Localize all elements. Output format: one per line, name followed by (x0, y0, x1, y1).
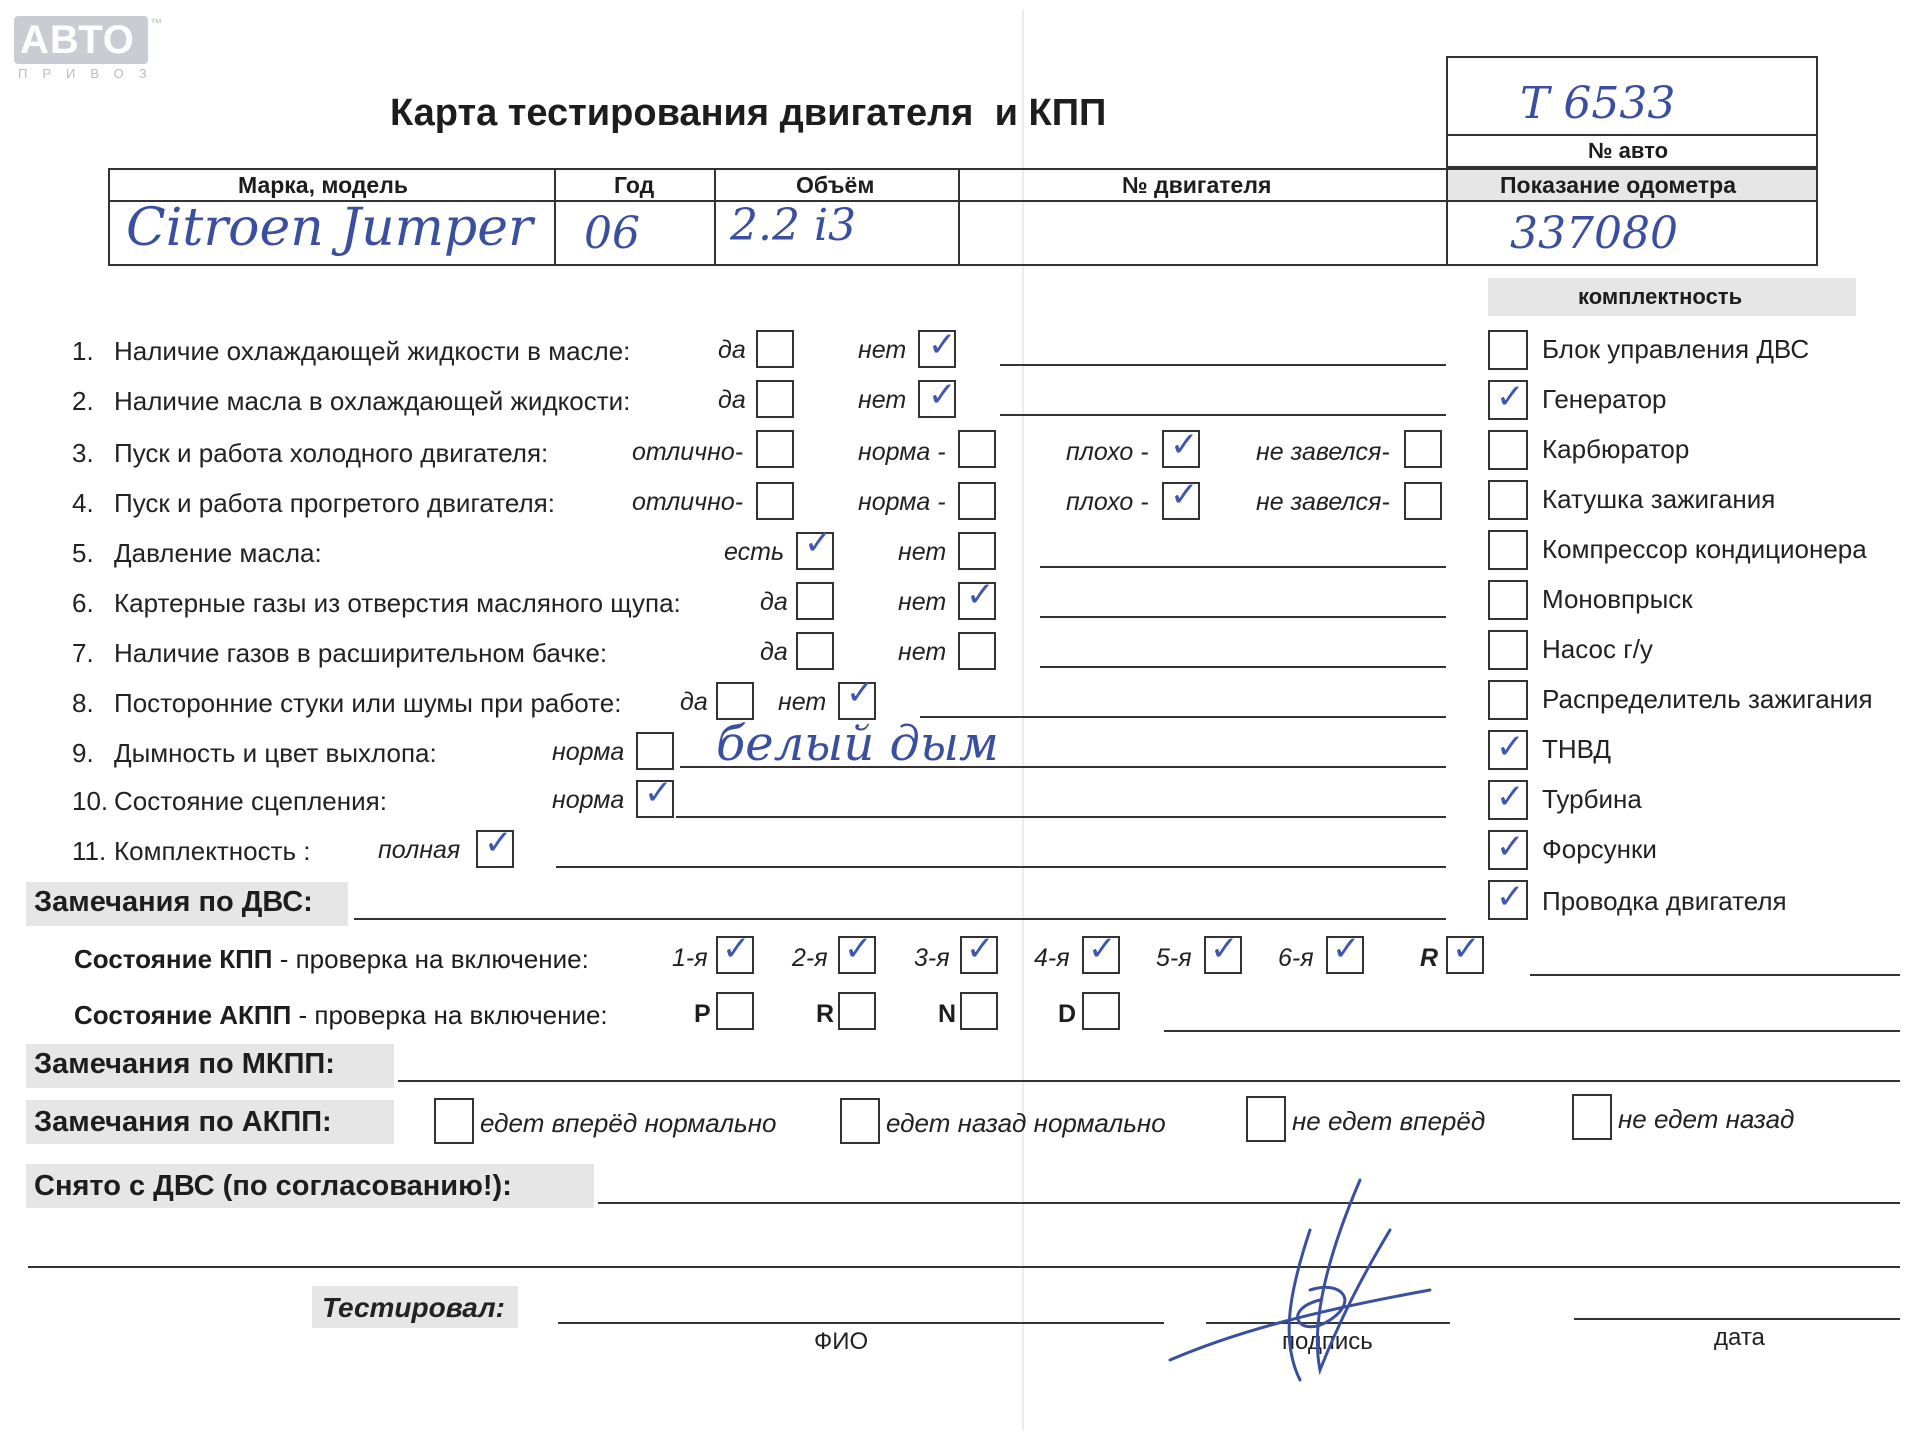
completeness-label: ТНВД (1542, 734, 1612, 764)
year-value: 06 (584, 208, 640, 259)
volume-value: 2.2 i3 (730, 200, 857, 251)
mode-label: N (938, 1000, 957, 1028)
completeness-label: Блок управления ДВС (1542, 334, 1810, 364)
removed-label: Снято с ДВС (по согласованию!): (34, 1170, 512, 1202)
completeness-label: Турбина (1542, 784, 1642, 814)
fio-label: ФИО (814, 1328, 869, 1355)
checkbox-q4-normal[interactable] (958, 482, 996, 520)
exhaust-note: белый дым (716, 716, 999, 772)
check-mark: ✓ (1332, 929, 1361, 969)
option-label: норма (552, 786, 625, 814)
completeness-label: Форсунки (1542, 834, 1657, 864)
gear-label: 2-я (792, 944, 828, 972)
gear-label: 6-я (1278, 944, 1314, 972)
mode-label: D (1058, 1000, 1077, 1028)
akpp-remarks-label: Замечания по АКПП: (34, 1106, 332, 1138)
question-text: Давление масла: (114, 538, 322, 568)
checkbox-ac-compressor[interactable] (1488, 530, 1528, 570)
completeness-label: Насос г/у (1542, 634, 1653, 664)
option-label: есть (724, 538, 785, 566)
question-number: 7. (72, 638, 94, 668)
option-label: отлично- (632, 438, 744, 466)
checkbox-reverse-ok[interactable] (840, 1098, 880, 1144)
checkbox-carburetor[interactable] (1488, 430, 1528, 470)
mode-label: P (694, 1000, 711, 1028)
option-label: норма - (858, 488, 946, 516)
engine-remarks-label: Замечания по ДВС: (34, 886, 313, 918)
option-label: да (680, 688, 708, 716)
question-text: Состояние сцепления: (114, 786, 387, 816)
checkbox-mode-r[interactable] (838, 992, 876, 1030)
completeness-label: Моновпрыск (1542, 584, 1693, 614)
checkbox-no-forward[interactable] (1246, 1096, 1286, 1142)
check-mark: ✓ (1170, 475, 1199, 515)
option-label: нет (858, 336, 907, 364)
logo (14, 16, 164, 86)
question-number: 9. (72, 738, 94, 768)
gear-label: 1-я (672, 944, 708, 972)
akpp-option-label: не едет назад (1618, 1104, 1795, 1134)
make-model-value: Citroen Jumper (126, 198, 533, 258)
completeness-label: Катушка зажигания (1542, 484, 1776, 514)
gear-label: 5-я (1156, 944, 1192, 972)
check-mark: ✓ (846, 673, 875, 713)
signature-label: подпись (1282, 1328, 1373, 1355)
checkbox-q4-no-start[interactable] (1404, 482, 1442, 520)
engine-number-header: № двигателя (1122, 172, 1272, 198)
completeness-title: комплектность (1578, 284, 1743, 309)
checkbox-q6-yes[interactable] (796, 582, 834, 620)
question-number: 6. (72, 588, 94, 618)
checkbox-q3-excellent[interactable] (756, 430, 794, 468)
question-number: 11. (72, 836, 107, 866)
check-mark: ✓ (1496, 777, 1525, 817)
check-mark: ✓ (1496, 377, 1525, 417)
checkbox-ignition-coil[interactable] (1488, 480, 1528, 520)
option-label: да (718, 336, 746, 364)
akpp-option-label: едет вперёд нормально (480, 1108, 777, 1138)
option-label: да (760, 588, 788, 616)
check-mark: ✓ (722, 929, 751, 969)
check-mark: ✓ (1170, 425, 1199, 465)
option-label: плохо - (1066, 488, 1149, 516)
checkbox-mode-n[interactable] (960, 992, 998, 1030)
question-number: 10. (72, 786, 109, 816)
option-label: нет (778, 688, 827, 716)
form-title: Карта тестирования двигателя и КПП (390, 92, 1107, 134)
completeness-label: Компрессор кондиционера (1542, 534, 1867, 564)
check-mark: ✓ (928, 375, 957, 415)
check-mark: ✓ (1496, 727, 1525, 767)
akpp-option-label: не едет вперёд (1292, 1106, 1486, 1136)
question-text: Картерные газы из отверстия масляного щупа: (114, 588, 681, 618)
option-label: нет (858, 386, 907, 414)
tested-label: Тестировал: (322, 1292, 505, 1323)
option-label: норма - (858, 438, 946, 466)
completeness-label: Генератор (1542, 384, 1667, 414)
checkbox-power-steering-pump[interactable] (1488, 630, 1528, 670)
check-mark: ✓ (966, 929, 995, 969)
question-text: Посторонние стуки или шумы при работе: (114, 688, 622, 718)
checkbox-q2-yes[interactable] (756, 380, 794, 418)
check-mark: ✓ (844, 929, 873, 969)
checkbox-q7-yes[interactable] (796, 632, 834, 670)
check-mark: ✓ (484, 823, 513, 863)
checkbox-mode-d[interactable] (1082, 992, 1120, 1030)
option-label: да (760, 638, 788, 666)
kpp-label-rest: - проверка на включение: (272, 944, 589, 974)
completeness-label: Карбюратор (1542, 434, 1690, 464)
completeness-label: Проводка двигателя (1542, 886, 1787, 916)
option-label: не завелся- (1256, 488, 1390, 516)
checkbox-q9-normal[interactable] (636, 732, 674, 770)
checkbox-q8-yes[interactable] (716, 682, 754, 720)
checkbox-q7-no[interactable] (958, 632, 996, 670)
mode-label: R (816, 1000, 835, 1028)
akpp-label (74, 1000, 608, 1031)
check-mark: ✓ (1496, 877, 1525, 917)
check-mark: ✓ (966, 575, 995, 615)
option-label: нет (898, 638, 947, 666)
question-text: Наличие масла в охлаждающей жидкости: (114, 386, 631, 416)
question-number: 2. (72, 386, 94, 416)
check-mark: ✓ (1088, 929, 1117, 969)
make-model-header: Марка, модель (238, 172, 408, 198)
logo-sub-text: ПРИВОЗ (18, 66, 162, 81)
gear-label: 3-я (914, 944, 950, 972)
checkbox-no-reverse[interactable] (1572, 1094, 1612, 1140)
check-mark: ✓ (928, 325, 957, 365)
kpp-label (74, 944, 589, 975)
question-text: Комплектность : (114, 836, 311, 866)
checkbox-q1-yes[interactable] (756, 330, 794, 368)
checkbox-q4-excellent[interactable] (756, 482, 794, 520)
gear-label: R (1420, 944, 1439, 972)
question-text: Наличие охлаждающей жидкости в масле: (114, 336, 631, 366)
checkbox-q3-no-start[interactable] (1404, 430, 1442, 468)
logo-trademark: ™ (150, 16, 162, 30)
question-number: 8. (72, 688, 94, 718)
check-mark: ✓ (1210, 929, 1239, 969)
odometer-value: 337080 (1510, 208, 1678, 259)
akpp-label-bold: Состояние АКПП (74, 1000, 292, 1030)
completeness-label: Распределитель зажигания (1542, 684, 1873, 714)
question-number: 3. (72, 438, 94, 468)
kpp-label-bold: Состояние КПП (74, 944, 273, 974)
check-mark: ✓ (1452, 929, 1481, 969)
check-mark: ✓ (1496, 827, 1525, 867)
check-mark: ✓ (644, 773, 673, 813)
checkbox-forward-ok[interactable] (434, 1098, 474, 1144)
odometer-header: Показание одометра (1500, 172, 1736, 198)
mkpp-remarks-label: Замечания по МКПП: (34, 1048, 335, 1080)
checkbox-distributor[interactable] (1488, 680, 1528, 720)
option-label: норма (552, 738, 625, 766)
option-label: нет (898, 588, 947, 616)
handwritten-signature (1160, 1170, 1520, 1400)
volume-header: Объём (796, 172, 875, 198)
question-text: Пуск и работа прогретого двигателя: (114, 488, 555, 518)
option-label: полная (378, 836, 461, 864)
checkbox-q3-normal[interactable] (958, 430, 996, 468)
checkbox-mono-injection[interactable] (1488, 580, 1528, 620)
question-text: Дымность и цвет выхлопа: (114, 738, 437, 768)
option-label: плохо - (1066, 438, 1149, 466)
date-label: дата (1714, 1324, 1765, 1351)
option-label: отлично- (632, 488, 744, 516)
logo-main-text: АВТО (20, 18, 135, 62)
option-label: нет (898, 538, 947, 566)
akpp-option-label: едет назад нормально (886, 1108, 1166, 1138)
checkbox-q5-absent[interactable] (958, 532, 996, 570)
question-number: 5. (72, 538, 94, 568)
check-mark: ✓ (804, 523, 833, 563)
option-label: не завелся- (1256, 438, 1390, 466)
checkbox-ecu[interactable] (1488, 330, 1528, 370)
question-text: Пуск и работа холодного двигателя: (114, 438, 549, 468)
car-number-label: № авто (1588, 138, 1669, 163)
question-text: Наличие газов в расширительном бачке: (114, 638, 608, 668)
gear-label: 4-я (1034, 944, 1070, 972)
question-number: 1. (72, 336, 94, 366)
question-number: 4. (72, 488, 94, 518)
year-header: Год (614, 172, 655, 198)
akpp-label-rest: - проверка на включение: (291, 1000, 608, 1030)
checkbox-mode-p[interactable] (716, 992, 754, 1030)
option-label: да (718, 386, 746, 414)
car-number-value: Т 6533 (1520, 78, 1676, 129)
